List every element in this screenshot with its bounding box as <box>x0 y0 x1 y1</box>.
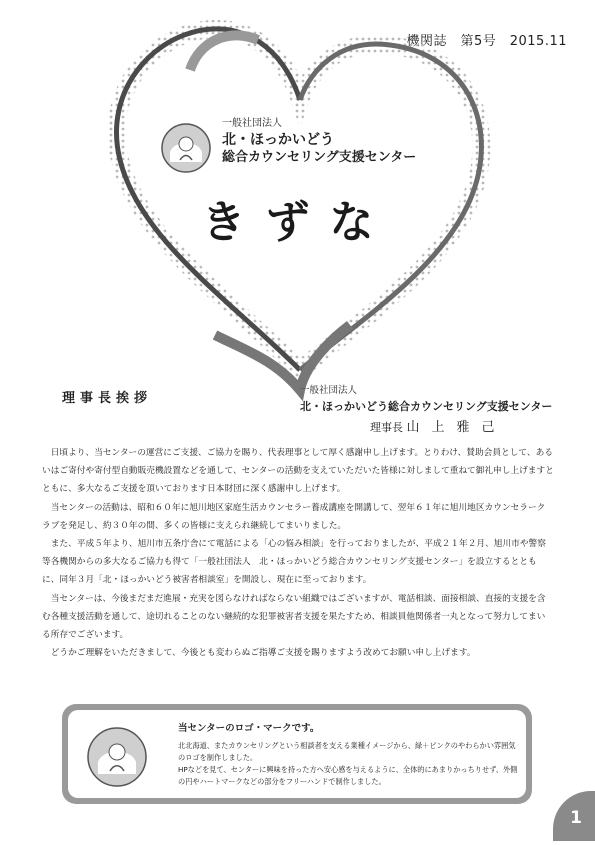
body-paragraph: 日頃より、当センターの運営にご支援、ご協力を賜り、代表理事として厚く感謝申し上げます。とりわけ、賛助会員として、あるいはご寄付や寄付型自動販売機設置などを通して、センターの活動を支えていただいた皆様に対しまして重ねて御礼申し上げますとともに、多大なるご支援を頂いております日本財団に深く感謝申し上げます。 <box>42 448 554 495</box>
issue-label: 機関誌 第5号 2015.11 <box>406 34 567 49</box>
greeting-body <box>42 444 554 662</box>
greeting-heading: 理事長挨拶 <box>62 391 153 406</box>
logo-box-description <box>178 740 518 788</box>
body-paragraph: また、平成５年より、旭川市五条庁舎にて電話による「心の悩み相談」を行っておりましたが、平成２１年２月、旭川市や警察等各機関からの多大なるご協力も得て「一般社団法人 北・ほっかいどう総合カウンセリング支援センター」を設立するとともに、同年３月「北・ほっかいどう被害者相談室」を開設し、現在に至っております。 <box>42 539 546 586</box>
signature-org: 北・ほっかいどう総合カウンセリング支援センター <box>300 400 553 413</box>
logo-desc-line: HPなどを見て、センターに興味を持った方へ安心感を与えるように、全体的にあまりかっちりせず、外側の円やハートマークなどの部分をフリーハンドで制作しました。 <box>178 765 518 786</box>
signature-name: 山上雅己 <box>406 420 507 435</box>
org-name-line2: 総合カウンセリング支援センター <box>222 150 417 165</box>
body-paragraph: 当センターの活動は、昭和６０年に旭川地区家庭生活カウンセラー養成講座を開講して、翌年６１年に旭川地区カウンセラークラブを発足し、約３０年の間、多くの皆様に支えられ継続してまいりました。 <box>42 502 546 531</box>
center-logo-icon <box>160 122 212 174</box>
org-type: 一般社団法人 <box>222 118 282 129</box>
logo-desc-line: 北北海道、またカウンセリングという相談者を支える業種イメージから、緑＋ピンクのやわらかい雰囲気のロゴを制作しました。 <box>178 741 516 762</box>
newsletter-title: きずな <box>201 197 394 248</box>
logo-info-box <box>62 704 532 804</box>
org-name-line1: 北・ほっかいどう <box>222 132 334 148</box>
signature-role: 理事長 <box>370 421 403 434</box>
logo-info-box-inner <box>68 710 526 798</box>
logo-box-title: 当センターのロゴ・マークです。 <box>178 723 320 734</box>
body-paragraph: 当センターは、今後まだまだ進展・充実を図らなければならない組織ではございますが、電話相談、面接相談、直接的支援を含む各種支援活動を通して、途切れることのない継続的な犯罪被害者支援を果たすため、相談員他関係者一丸となって努力してまいる所存でございます。 <box>42 593 546 641</box>
org-header <box>222 114 416 166</box>
signature-org-type: 一般社団法人 <box>300 385 358 396</box>
body-paragraph: どうかご理解をいただきまして、今後とも変わらぬご指導ご支援を賜りますよう改めてお願い申し上げます。 <box>50 648 476 659</box>
signature-name-line <box>300 416 552 435</box>
page-number: 1 <box>553 791 595 841</box>
center-logo-icon <box>86 726 148 788</box>
signature-block <box>300 382 552 435</box>
